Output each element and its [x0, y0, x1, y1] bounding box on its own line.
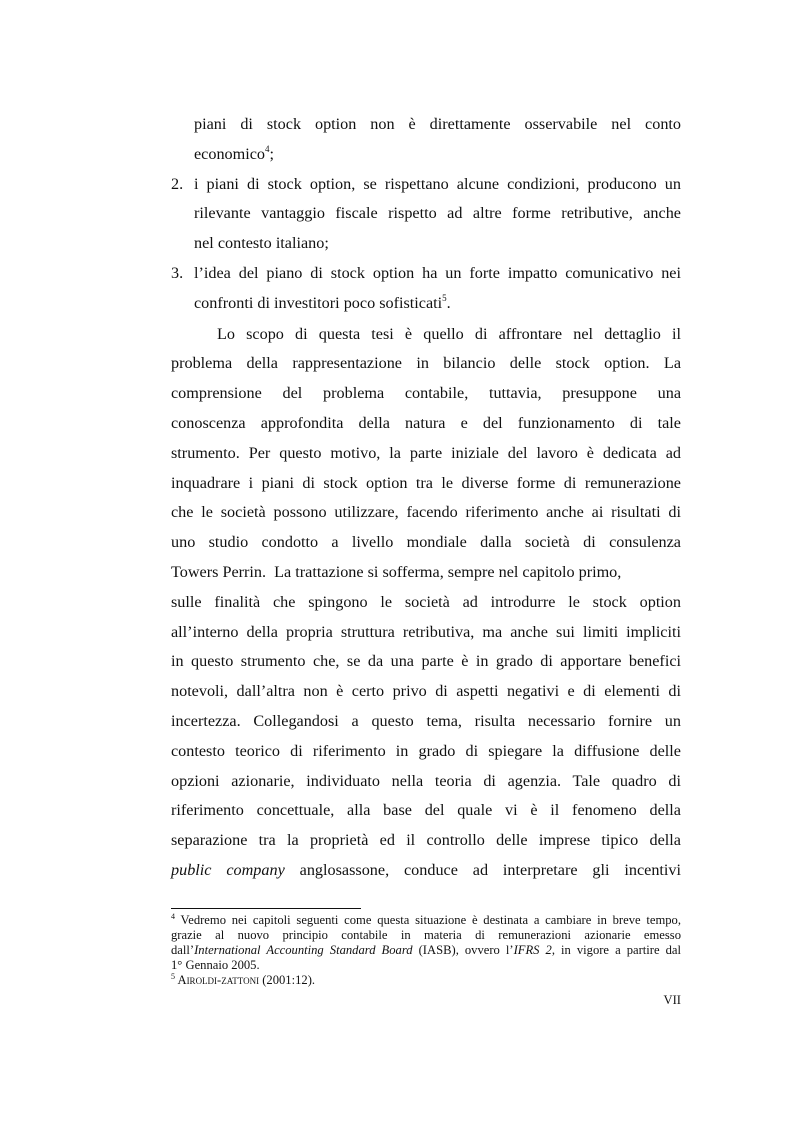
text-fragment: A	[175, 973, 187, 987]
text-fragment: anglosassone, conduce ad interpretare gli incentivi	[284, 860, 681, 879]
text-line: rilevante vantaggio fiscale rispetto ad altre forme retributive, anche	[194, 204, 681, 223]
list-item-1-continuation	[171, 110, 681, 170]
text-fragment: (2001:12).	[259, 973, 316, 987]
text-fragment: confronti di investitori poco sofisticati	[194, 293, 443, 312]
text-line: l’idea del piano di stock option ha un forte impatto comunicativo nei	[194, 263, 681, 282]
text-line	[194, 289, 681, 319]
text-fragment: (IASB), ovvero l’	[412, 943, 514, 957]
text-line: conoscenza approfondita della natura e del funzionamento di tale	[171, 413, 681, 432]
text-fragment: .	[446, 293, 451, 312]
text-line: incertezza. Collegandosi a questo tema, risulta necessario fornire un	[171, 711, 681, 730]
text-line	[171, 943, 681, 958]
text-fragment: economico	[194, 144, 266, 163]
list-number: 2.	[171, 174, 184, 193]
italic-term: IFRS 2	[513, 943, 552, 957]
text-line: opzioni azionarie, individuato nella teoria di agenzia. Tale quadro di	[171, 771, 681, 790]
text-line: nel contesto italiano;	[194, 234, 329, 253]
text-line: in questo strumento che, se da una parte è in grado di apportare benefici	[171, 652, 681, 671]
list-item-2	[171, 170, 681, 259]
text-line: piani di stock option non è direttamente osservabile nel conto	[194, 115, 681, 133]
text-line: sulle finalità che spingono le società ad introdurre le stock option	[171, 592, 681, 611]
footnote-number: 4	[171, 912, 175, 921]
text-line: notevoli, dall’altra non è certo privo di aspetti negativi e di elementi di	[171, 682, 681, 701]
body-paragraph	[171, 320, 681, 886]
text-fragment: ;	[269, 144, 275, 163]
footnotes	[171, 913, 681, 988]
italic-term: public company	[171, 860, 285, 879]
text-fragment: , in vigore a partire dal	[551, 943, 681, 957]
text-line: comprensione del problema contabile, tuttavia, presuppone una	[171, 384, 681, 403]
footnote-ref-4[interactable]: 4	[265, 143, 270, 154]
text-line	[194, 140, 681, 170]
text-line: inquadrare i piani di stock option tra le diverse forme di remunerazione	[171, 473, 681, 492]
main-text	[171, 110, 681, 886]
text-fragment: dall’	[171, 943, 195, 957]
text-line: Lo scopo di questa tesi è quello di affrontare nel dettaglio il	[217, 324, 681, 343]
text-line: riferimento concettuale, alla base del quale vi è il fenomeno della	[171, 801, 681, 820]
text-line: all’interno della propria struttura retributiva, ma anche sui limiti impliciti	[171, 622, 681, 641]
italic-term: International Accounting Standard Board	[194, 943, 413, 957]
text-line: grazie al nuovo principio contabile in materia di remunerazioni azionarie emesso	[171, 928, 681, 942]
footnote-separator	[171, 908, 361, 909]
page-number: VII	[663, 993, 681, 1007]
footnote-5	[171, 973, 681, 988]
text-line: strumento. Per questo motivo, la parte iniziale del lavoro è dedicata ad	[171, 443, 681, 462]
text-line: i piani di stock option, se rispettano alcune condizioni, producono un	[194, 174, 681, 193]
text-line	[171, 856, 681, 886]
text-line: uno studio condotto a livello mondiale dalla società di consulenza	[171, 533, 681, 552]
text-line: separazione tra la proprietà ed il controllo delle imprese tipico della	[171, 831, 681, 850]
text-fragment: Vedremo nei capitoli seguenti come questa situazione è destinata a cambiare in breve tempo,	[175, 913, 681, 927]
text-line: contesto teorico di riferimento in grado di spiegare la diffusione delle	[171, 741, 681, 760]
text-line: che le società possono utilizzare, facendo riferimento anche ai risultati di	[171, 503, 681, 522]
text-line: 1° Gennaio 2005.	[171, 958, 260, 972]
footnote-number: 5	[171, 972, 175, 981]
list-item-3	[171, 259, 681, 319]
text-line: Towers Perrin. La trattazione si sofferma, sempre nel capitolo primo,	[171, 562, 622, 581]
text-line: problema della rappresentazione in bilancio delle stock option. La	[171, 354, 681, 373]
footnote-4	[171, 913, 681, 928]
author-name: iroldi-zattoni	[186, 973, 260, 987]
footnote-ref-5[interactable]: 5	[442, 292, 447, 303]
list-number: 3.	[171, 263, 184, 282]
